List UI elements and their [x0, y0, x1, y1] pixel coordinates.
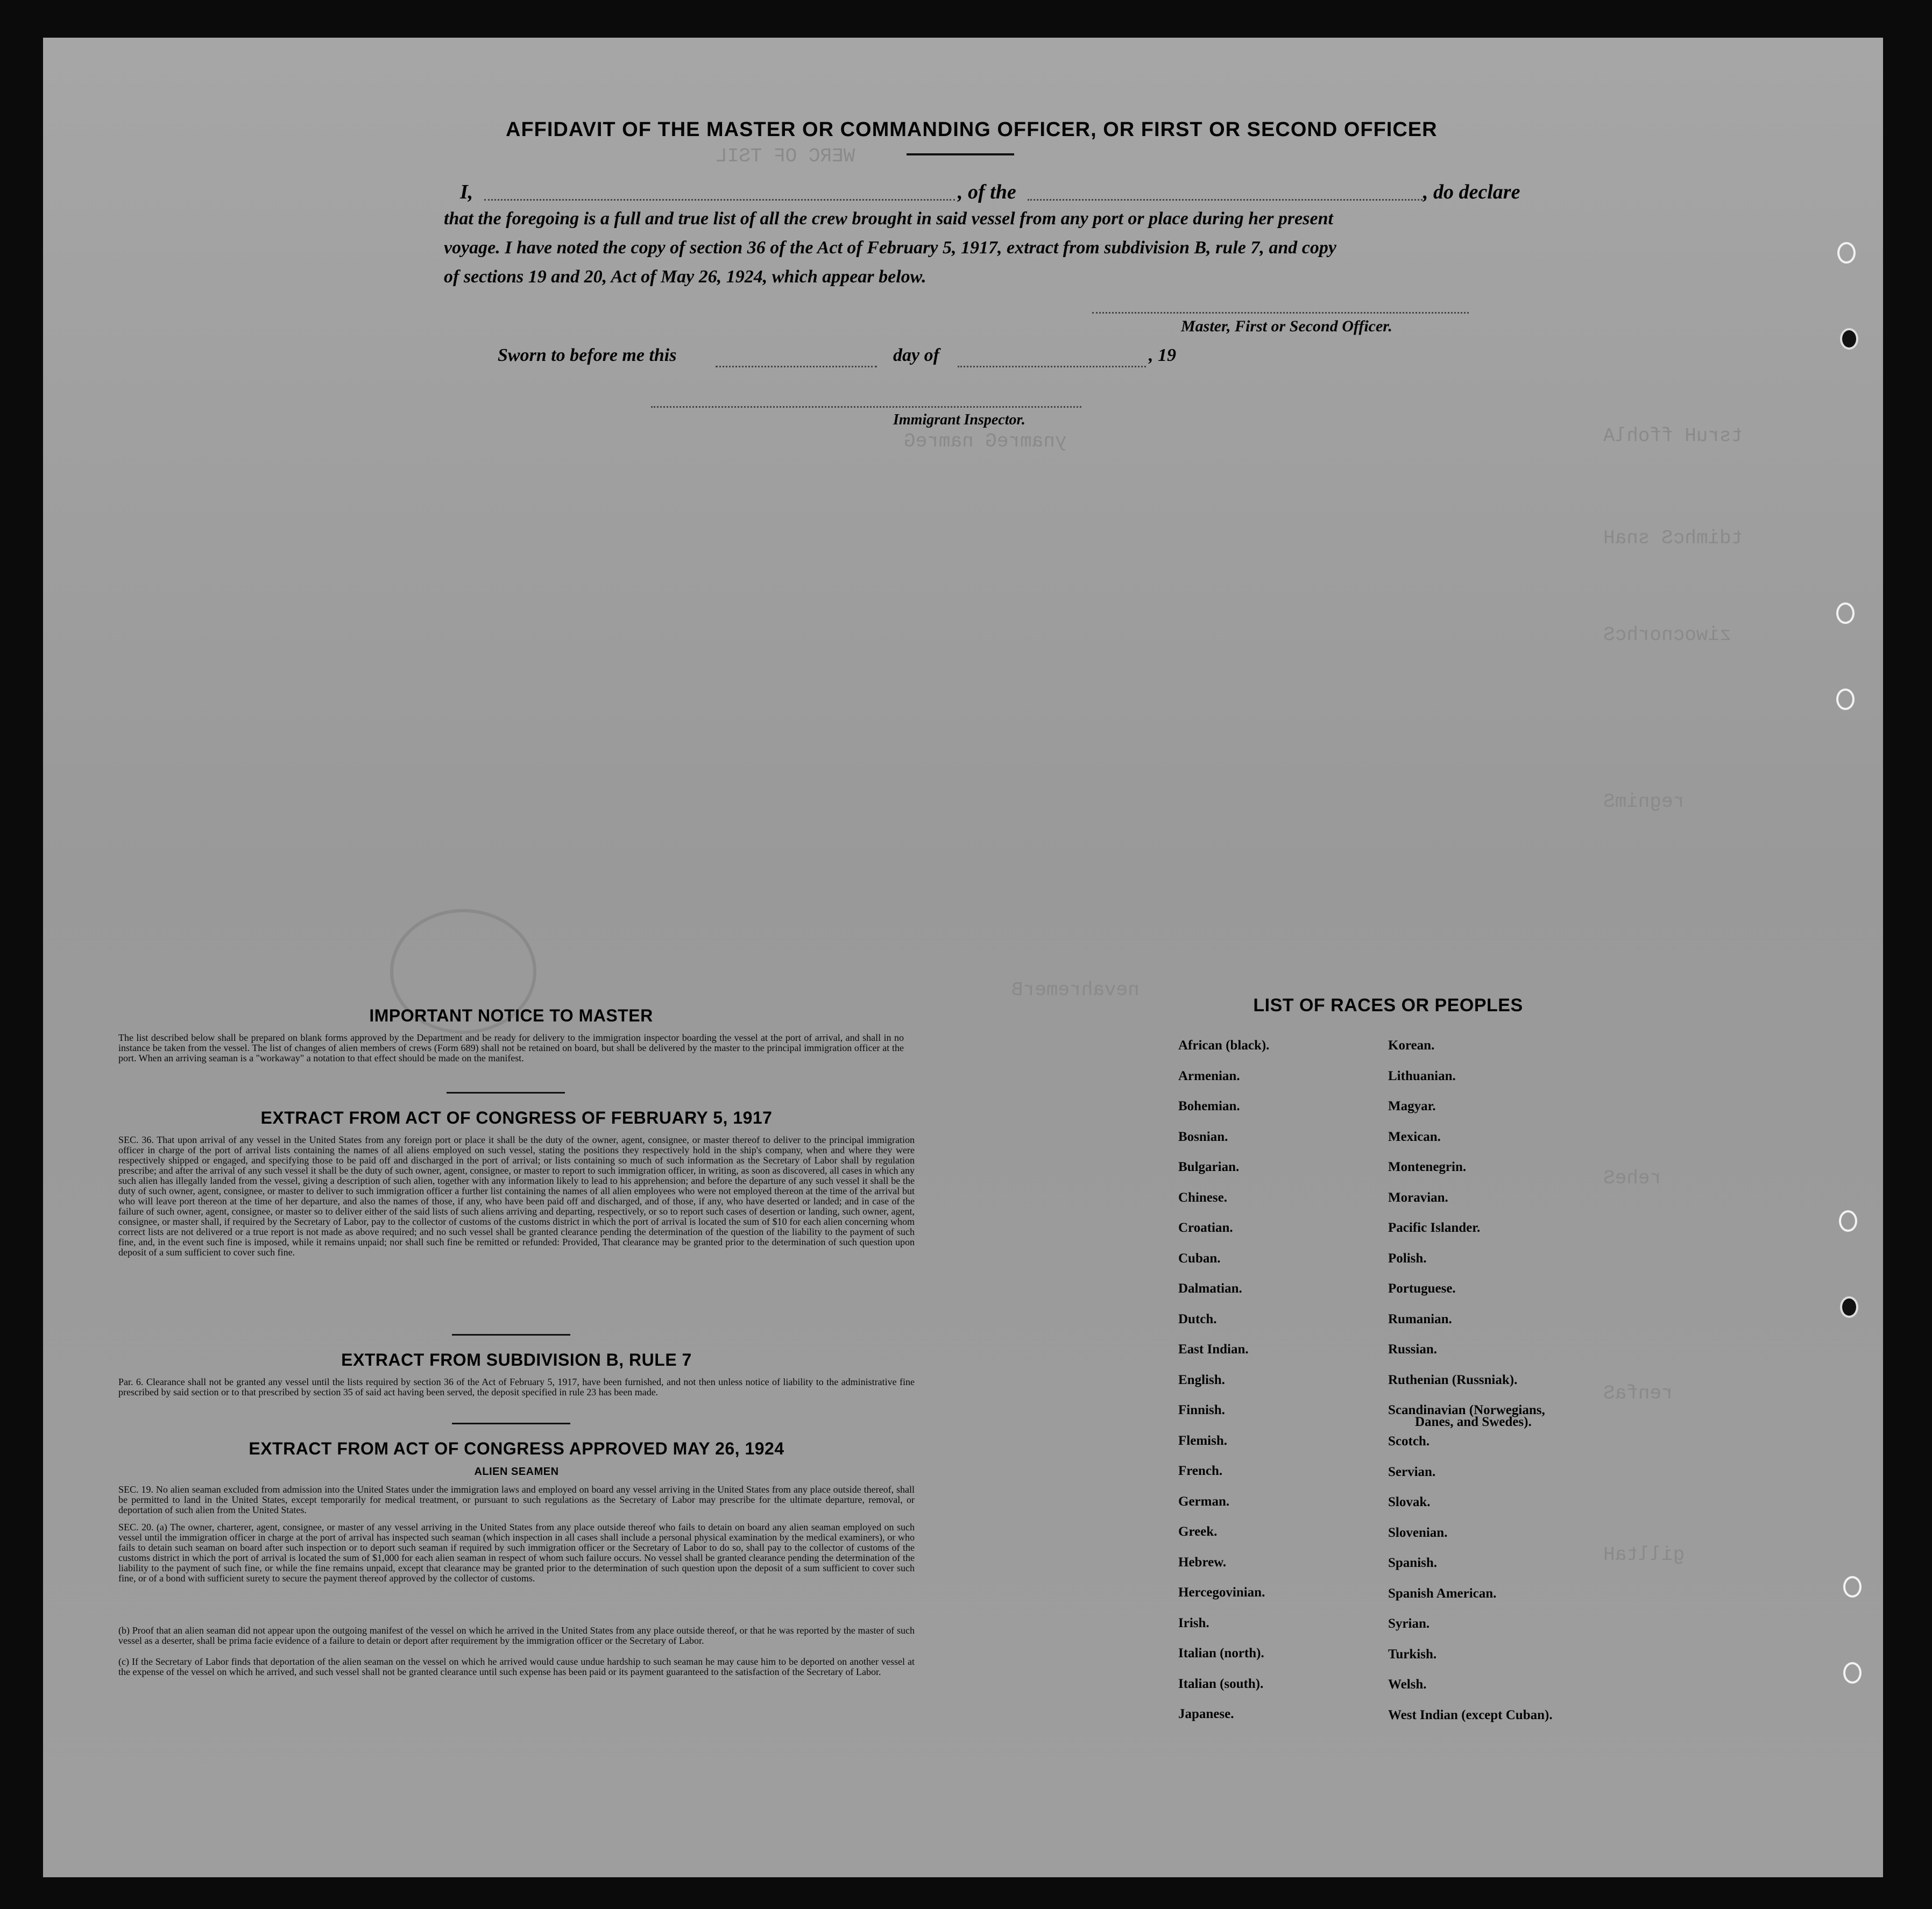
- race-item: Dutch.: [1178, 1311, 1217, 1326]
- section-divider: [452, 1423, 570, 1424]
- document-page: [43, 38, 1883, 1877]
- binder-hole: [1840, 328, 1858, 350]
- bleed-through-text: regnimS: [1603, 791, 1685, 813]
- race-item: Syrian.: [1388, 1616, 1430, 1631]
- sec20b-text: (b) Proof that an alien seaman did not appear upon the outgoing manifest of the vessel on which he arrived in the United States from any place outside thereof, or that he was reported by the master of such vessel as a deserter, shall be prima facie evidence of a failure to detain or deport after requirement by the immigration officer or the Secretary of Labor.: [118, 1625, 915, 1646]
- extract-1924-heading: EXTRACT FROM ACT OF CONGRESS APPROVED MAY 26, 1924: [249, 1439, 784, 1458]
- binder-hole: [1836, 689, 1855, 710]
- race-item: Bosnian.: [1178, 1129, 1228, 1144]
- race-item: Croatian.: [1178, 1220, 1233, 1235]
- affidavit-body-line: voyage. I have noted the copy of section 36 of the Act of February 5, 1917, extract from subdivision B, rule 7, and copy: [444, 238, 1336, 258]
- bleed-through-text: tdimhcS snaH: [1603, 527, 1743, 549]
- binder-hole: [1840, 1296, 1858, 1318]
- race-item: Spanish American.: [1388, 1586, 1497, 1601]
- race-item: Italian (north).: [1178, 1646, 1264, 1660]
- rule7-heading: EXTRACT FROM SUBDIVISION B, RULE 7: [341, 1350, 692, 1369]
- notice-text: The list described below shall be prepared on blank forms approved by the Department and be ready for delivery to the immigration inspector boarding the vessel at the port of arrival, and shall in no instance be taken from the vessel. The list of changes of alien members of crews (Form 689) shall not be retained on board, but shall be delivered by the master to the principal immigration officer at the port. When an arriving seaman is a "workaway" a notation to that effect should be made on the manifest.: [118, 1032, 904, 1063]
- affidavit-body-line: of sections 19 and 20, Act of May 26, 1924, which appear below.: [444, 267, 926, 287]
- sworn-day-blank: [716, 366, 877, 367]
- sec19-text: SEC. 19. No alien seaman excluded from admission into the United States under the immigration laws and employed on board any vessel arriving in the United States from any place outside thereof, shall be permitted to land in the United States, except temporarily for medical treatment, or pursuant to such regulations as the Secretary of Labor may prescribe for the ultimate departure, removal, or deportation of such alien from the United States.: [118, 1484, 915, 1515]
- notice-heading: IMPORTANT NOTICE TO MASTER: [369, 1006, 653, 1025]
- do-declare-label: , do declare: [1423, 181, 1520, 203]
- race-item: Irish.: [1178, 1615, 1209, 1630]
- day-of-label: day of: [893, 345, 939, 365]
- races-left-column: [1178, 1038, 1269, 1737]
- race-item: Lithuanian.: [1388, 1068, 1456, 1083]
- race-item: Russian.: [1388, 1342, 1438, 1357]
- sworn-month-blank: [958, 366, 1146, 367]
- race-item: Slovak.: [1388, 1495, 1431, 1509]
- inspector-signature-blank: [651, 406, 1081, 408]
- affidavit-title: AFFIDAVIT OF THE MASTER OR COMMANDING OFFICER, OR FIRST OR SECOND OFFICER: [506, 118, 1438, 141]
- binder-hole: [1843, 1576, 1862, 1598]
- race-item: English.: [1178, 1372, 1225, 1387]
- section-divider: [452, 1334, 570, 1336]
- race-item: Italian (south).: [1178, 1676, 1264, 1691]
- of-the-label: , of the: [958, 181, 1016, 203]
- sec20c-text: (c) If the Secretary of Labor finds that deportation of the alien seaman on the vessel on which he arrived would cause undue hardship to such seaman he may cause him to be deported on another vessel at the expense of the vessel on which he arrived, and such vessel shall not be granted clearance until such expense has been paid or its payment guaranteed to the satisfaction of the Secretary of Labor.: [118, 1656, 915, 1677]
- race-item: Korean.: [1388, 1038, 1435, 1053]
- race-item: Scandinavian (Norwegians,: [1388, 1403, 1545, 1417]
- binder-hole: [1839, 1210, 1857, 1232]
- sworn-label: Sworn to before me this: [498, 345, 677, 365]
- officer-label: Master, First or Second Officer.: [1181, 317, 1392, 335]
- extract-1917-heading: EXTRACT FROM ACT OF CONGRESS OF FEBRUARY 5, 1917: [260, 1108, 773, 1127]
- race-item: Mexican.: [1388, 1129, 1441, 1144]
- race-item: Cuban.: [1178, 1251, 1221, 1266]
- race-item: Turkish.: [1388, 1647, 1437, 1662]
- races-heading: LIST OF RACES OR PEOPLES: [1253, 995, 1523, 1016]
- race-item: Flemish.: [1178, 1433, 1227, 1448]
- bleed-through-text: tsruH ffohlA: [1603, 425, 1743, 447]
- race-item: Finnish.: [1178, 1403, 1225, 1417]
- title-underline: [907, 153, 1014, 155]
- race-item: Magyar.: [1388, 1099, 1436, 1113]
- race-item: Bohemian.: [1178, 1099, 1240, 1113]
- race-item: Scotch.: [1388, 1434, 1430, 1449]
- race-item: Hebrew.: [1178, 1555, 1227, 1570]
- name-blank: [484, 199, 955, 201]
- race-item: Dalmatian.: [1178, 1281, 1242, 1296]
- race-item: Bulgarian.: [1178, 1160, 1240, 1174]
- rule7-text: Par. 6. Clearance shall not be granted any vessel until the lists required by section 36 of the Act of February 5, 1917, have been furnished, and not then unless notice of liability to the administrative fine prescribed by said section or to that prescribed by section 35 of said act having been served, the deposit specified in rule 23 has been made.: [118, 1376, 915, 1397]
- extract-1917-text: SEC. 36. That upon arrival of any vessel in the United States from any foreign port or place it shall be the duty of the owner, agent, consignee, or master thereof to deliver to the principal immigration officer in charge of the port of arrival lists containing the names of all aliens employed on such vessel, stating the positions they respectively hold in the ship's company, when and where they were respectively shipped or engaged, and specifying those to be paid off and discharged in the port of arrival; or lists containing so much of such information as the Secretary of Labor shall by regulation prescribe; and after the arrival of any such vessel it shall be the duty of such owner, agent, consignee, or master to report to such immigration officer, in writing, as soon as discovered, all cases in which any such alien has illegally landed from the vessel, giving a description of such alien, together with any information likely to lead to his apprehension; and before the departure of any such vessel it shall be the duty of such owner, agent, consignee, or master to deliver to such immigration officer a further list containing the names of all alien employees who were not employed thereon at the time of the arrival but who will leave port thereon at the time of her departure, and also the names of those, if any, who have been paid off and discharged, and of those, if any, who have deserted or landed; and in case of the failure of such owner, agent, consignee, or master so to deliver either of the said lists of such aliens arriving and departing, respectively, or so to report such cases of desertion or landing, such owner, agent, consignee, or master shall, if required by the Secretary of Labor, pay to the collector of customs of the customs district in which the port of arrival is located the sum of $10 for each alien concerning whom correct lists are not delivered or a true report is not made as above required; and no such vessel shall be granted clearance pending the determination of the question of the liability to the payment of such fine, and, in the event such fine is imposed, while it remains unpaid; nor shall such fine be remitted or refunded: Provided, That clearance may be granted prior to the determination of such question upon deposit of a sum sufficient to cover such fine.: [118, 1134, 915, 1258]
- race-item: Servian.: [1388, 1464, 1436, 1479]
- bleed-through-text: WERC OF TSIL: [716, 145, 855, 167]
- binder-hole: [1837, 242, 1856, 264]
- race-item: Armenian.: [1178, 1068, 1240, 1083]
- race-item: Moravian.: [1388, 1190, 1448, 1205]
- race-item: Hercegovinian.: [1178, 1585, 1265, 1600]
- bleed-through-text: renfaS: [1603, 1382, 1673, 1404]
- races-right-column: [1388, 1038, 1553, 1738]
- binder-hole: [1843, 1662, 1862, 1684]
- race-item: Pacific Islander.: [1388, 1220, 1481, 1235]
- race-item: Portuguese.: [1388, 1281, 1456, 1296]
- race-item: Polish.: [1388, 1251, 1427, 1266]
- race-item: French.: [1178, 1464, 1223, 1478]
- affidavit-i-label: I,: [460, 181, 473, 203]
- race-item: East Indian.: [1178, 1342, 1249, 1357]
- binder-hole: [1836, 602, 1855, 624]
- vessel-blank: [1028, 199, 1426, 201]
- alien-seamen-subheading: ALIEN SEAMEN: [474, 1466, 559, 1478]
- race-item: Spanish.: [1388, 1556, 1438, 1570]
- race-item: Ruthenian (Russniak).: [1388, 1372, 1518, 1387]
- race-item: West Indian (except Cuban).: [1388, 1707, 1553, 1722]
- year-label: , 19: [1149, 345, 1176, 365]
- affidavit-body-line: that the foregoing is a full and true list of all the crew brought in said vessel from any port or place during her present: [444, 209, 1333, 229]
- sec20a-text: SEC. 20. (a) The owner, charterer, agent, consignee, or master of any vessel arriving in the United States from any place outside thereof who fails to detain on board any alien seaman employed on such vessel until the immigration officer in charge at the port of arrival has inspected such seaman (which inspection in all cases shall include a personal physical examination by the medical examiners), or who fails to detain such seaman on board after such inspection or to deport such seaman if required by such immigration officer or the Secretary of Labor to do so, shall pay to the collector of customs of the customs district in which the port of arrival is located the sum of $1,000 for each alien seaman in respect of whom such failure occurs. No vessel shall be granted clearance pending the determination of the liability to the payment of such fine, or while the fine remains unpaid, except that clearance may be granted prior to the determination of such question upon the deposit of a sum sufficient to cover such fine, or of a bond with sufficient surety to secure the payment thereof approved by the collector of customs.: [118, 1522, 915, 1584]
- race-item: Slovenian.: [1388, 1525, 1448, 1540]
- section-divider: [447, 1092, 565, 1094]
- bleed-through-text: nevahremerB: [1011, 979, 1140, 1001]
- race-item: Chinese.: [1178, 1190, 1227, 1205]
- bleed-through-text: ziwocnorhcS: [1603, 624, 1731, 646]
- race-item: Japanese.: [1178, 1707, 1234, 1721]
- race-item: Greek.: [1178, 1524, 1218, 1539]
- officer-signature-blank: [1092, 312, 1469, 314]
- race-item: African (black).: [1178, 1038, 1270, 1053]
- inspector-label: Immigrant Inspector.: [893, 411, 1025, 428]
- race-item: German.: [1178, 1494, 1230, 1509]
- race-item: Welsh.: [1388, 1677, 1427, 1692]
- bleed-through-text: gilltaH: [1603, 1544, 1685, 1566]
- race-item: Montenegrin.: [1388, 1160, 1467, 1174]
- bleed-through-text: reheS: [1603, 1167, 1662, 1189]
- race-item: Rumanian.: [1388, 1311, 1452, 1326]
- bleed-through-text: ynamreG namreG: [904, 430, 1067, 452]
- race-item: Danes, and Swedes).: [1415, 1415, 1532, 1429]
